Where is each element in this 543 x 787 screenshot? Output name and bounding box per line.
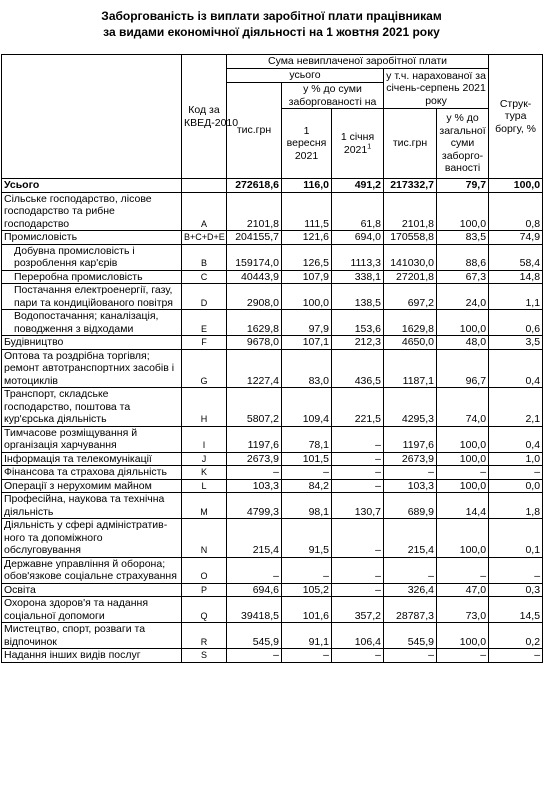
row-incl-thous: – [384, 557, 437, 583]
row-pct-sep1: 98,1 [282, 493, 332, 519]
row-structure: 14,8 [489, 270, 543, 284]
row-pct-sep1: 100,0 [282, 284, 332, 310]
row-pct-jan1: 436,5 [332, 349, 384, 388]
table-row [2, 270, 543, 284]
header-name-cell [2, 55, 182, 179]
row-name: Усього [2, 179, 182, 193]
table-row [2, 336, 543, 350]
row-name: Транспорт, складське господарство, поштова та кур'єрська діяльність [2, 388, 182, 427]
row-total-thous: – [227, 649, 282, 663]
row-pct-jan1: 153,6 [332, 310, 384, 336]
row-incl-pct: 96,7 [437, 349, 489, 388]
row-incl-thous: 689,9 [384, 493, 437, 519]
header-jan1-text: 1 січня 2021 [340, 131, 375, 156]
header-pct-debt: у % до суми заборгованості на [282, 83, 384, 109]
row-total-thous: – [227, 466, 282, 480]
row-total-thous: 545,9 [227, 623, 282, 649]
row-code: S [182, 649, 227, 663]
row-pct-jan1: 1113,3 [332, 244, 384, 270]
row-structure: 0,1 [489, 519, 543, 558]
row-structure: 0,0 [489, 479, 543, 493]
row-pct-sep1: – [282, 466, 332, 480]
row-pct-sep1: 91,1 [282, 623, 332, 649]
row-name: Фінансова та страхова діяльність [2, 466, 182, 480]
row-pct-sep1: 101,6 [282, 597, 332, 623]
row-code: B+C+D+E [182, 231, 227, 245]
header-total: усього [227, 69, 384, 83]
row-pct-jan1: 338,1 [332, 270, 384, 284]
row-incl-thous: 1187,1 [384, 349, 437, 388]
row-incl-pct: 47,0 [437, 583, 489, 597]
row-structure: 0,4 [489, 426, 543, 452]
table-row [2, 557, 543, 583]
table-body [2, 179, 543, 663]
row-structure: 74,9 [489, 231, 543, 245]
row-pct-jan1: 61,8 [332, 192, 384, 231]
header-sep1: 1 вересня 2021 [282, 109, 332, 179]
table-row [2, 493, 543, 519]
row-code: H [182, 388, 227, 427]
row-pct-jan1: – [332, 519, 384, 558]
row-incl-pct: 100,0 [437, 310, 489, 336]
row-pct-sep1: 111,5 [282, 192, 332, 231]
row-pct-sep1: 101,5 [282, 452, 332, 466]
row-incl-pct: 24,0 [437, 284, 489, 310]
row-incl-thous: 141030,0 [384, 244, 437, 270]
row-code: Q [182, 597, 227, 623]
row-structure: – [489, 557, 543, 583]
table-row [2, 231, 543, 245]
row-incl-pct: 100,0 [437, 623, 489, 649]
row-name: Постачання електроенергії, газу, пари та кондиційованого повітря [2, 284, 182, 310]
row-name: Професійна, наукова та технічна діяльність [2, 493, 182, 519]
row-total-thous: – [227, 557, 282, 583]
row-incl-thous: 170558,8 [384, 231, 437, 245]
table-row [2, 388, 543, 427]
row-pct-jan1: – [332, 557, 384, 583]
row-total-thous: 9678,0 [227, 336, 282, 350]
table-row [2, 349, 543, 388]
row-structure: – [489, 466, 543, 480]
row-total-thous: 1629,8 [227, 310, 282, 336]
row-pct-sep1: 121,6 [282, 231, 332, 245]
row-pct-jan1: 491,2 [332, 179, 384, 193]
row-pct-sep1: 116,0 [282, 179, 332, 193]
row-structure: 2,1 [489, 388, 543, 427]
row-incl-thous: 697,2 [384, 284, 437, 310]
page-title [0, 0, 543, 44]
row-structure: 58,4 [489, 244, 543, 270]
row-name: Освіта [2, 583, 182, 597]
row-total-thous: 5807,2 [227, 388, 282, 427]
row-name: Промисловість [2, 231, 182, 245]
row-code: P [182, 583, 227, 597]
row-name: Добувна промисловість і розроблення кар'єрів [2, 244, 182, 270]
row-incl-pct: 100,0 [437, 192, 489, 231]
table-row [2, 284, 543, 310]
table-row [2, 310, 543, 336]
table-row [2, 623, 543, 649]
row-total-thous: 272618,6 [227, 179, 282, 193]
table-row-total [2, 179, 543, 193]
row-code: O [182, 557, 227, 583]
row-incl-pct: – [437, 557, 489, 583]
table-row [2, 597, 543, 623]
row-incl-thous: – [384, 466, 437, 480]
row-code: E [182, 310, 227, 336]
row-total-thous: 2673,9 [227, 452, 282, 466]
row-pct-jan1: – [332, 426, 384, 452]
row-total-thous: 1227,4 [227, 349, 282, 388]
row-code: K [182, 466, 227, 480]
row-structure: 1,1 [489, 284, 543, 310]
row-incl-thous: 1629,8 [384, 310, 437, 336]
row-incl-thous: 326,4 [384, 583, 437, 597]
title-line-1: Заборгованість із виплати заробітної плати працівникам [101, 9, 442, 23]
row-total-thous: 2101,8 [227, 192, 282, 231]
row-pct-jan1: 138,5 [332, 284, 384, 310]
row-name: Будівництво [2, 336, 182, 350]
row-code: C [182, 270, 227, 284]
row-name: Державне управління й оборона; обов'язкове соціальне страхування [2, 557, 182, 583]
row-incl-thous: – [384, 649, 437, 663]
row-total-thous: 2908,0 [227, 284, 282, 310]
wage-arrears-table [1, 54, 543, 663]
row-name: Оптова та роздрібна торгівля; ремонт автотранспортних засобів і мотоциклів [2, 349, 182, 388]
row-incl-pct: 100,0 [437, 519, 489, 558]
row-total-thous: 204155,7 [227, 231, 282, 245]
header-thous2: тис.грн [384, 109, 437, 179]
row-name: Надання інших видів послуг [2, 649, 182, 663]
row-name: Водопостачання; каналізація, поводження з відходами [2, 310, 182, 336]
table-row [2, 244, 543, 270]
row-pct-sep1: 126,5 [282, 244, 332, 270]
row-pct-jan1: – [332, 479, 384, 493]
table-row [2, 649, 543, 663]
row-name: Сільське господарство, лісове господарство та рибне господарство [2, 192, 182, 231]
row-code: L [182, 479, 227, 493]
row-name: Діяльність у сфері адміністратив-ного та допоміжного обслуговування [2, 519, 182, 558]
row-structure: 14,5 [489, 597, 543, 623]
table-row [2, 466, 543, 480]
table-row [2, 519, 543, 558]
header-jan1-footnote: 1 [367, 143, 372, 150]
row-pct-jan1: – [332, 466, 384, 480]
row-pct-jan1: – [332, 649, 384, 663]
row-incl-thous: 2101,8 [384, 192, 437, 231]
row-code: I [182, 426, 227, 452]
row-code: G [182, 349, 227, 388]
row-structure: 3,5 [489, 336, 543, 350]
row-incl-pct: 83,5 [437, 231, 489, 245]
row-total-thous: 103,3 [227, 479, 282, 493]
row-pct-jan1: 106,4 [332, 623, 384, 649]
header-thous: тис.грн [227, 83, 282, 179]
row-structure: 1,0 [489, 452, 543, 466]
header-incl: у т.ч. нарахованої за січень-серпень 2021 року [384, 69, 489, 109]
row-incl-pct: 48,0 [437, 336, 489, 350]
row-incl-thous: 215,4 [384, 519, 437, 558]
row-incl-pct: 100,0 [437, 479, 489, 493]
row-pct-sep1: 83,0 [282, 349, 332, 388]
row-pct-sep1: 109,4 [282, 388, 332, 427]
row-name: Операції з нерухомим майном [2, 479, 182, 493]
row-code: J [182, 452, 227, 466]
row-incl-thous: 2673,9 [384, 452, 437, 466]
row-pct-jan1: 212,3 [332, 336, 384, 350]
header-code: Код за КВЕД-2010 [182, 55, 227, 179]
header-pct-total: у % до загальної суми заборго-ваності [437, 109, 489, 179]
row-total-thous: 1197,6 [227, 426, 282, 452]
row-total-thous: 215,4 [227, 519, 282, 558]
table-row [2, 192, 543, 231]
header-jan1 [332, 109, 384, 179]
row-code: M [182, 493, 227, 519]
row-code: N [182, 519, 227, 558]
table-row [2, 583, 543, 597]
row-pct-sep1: 97,9 [282, 310, 332, 336]
row-code: F [182, 336, 227, 350]
row-incl-pct: 14,4 [437, 493, 489, 519]
row-name: Переробна промисловість [2, 270, 182, 284]
row-incl-thous: 103,3 [384, 479, 437, 493]
table-row [2, 452, 543, 466]
row-incl-thous: 4295,3 [384, 388, 437, 427]
row-structure: 0,6 [489, 310, 543, 336]
row-pct-sep1: 84,2 [282, 479, 332, 493]
row-incl-thous: 545,9 [384, 623, 437, 649]
row-structure: 0,3 [489, 583, 543, 597]
row-code [182, 179, 227, 193]
row-pct-sep1: 107,1 [282, 336, 332, 350]
row-name: Мистецтво, спорт, розваги та відпочинок [2, 623, 182, 649]
table-header [2, 55, 543, 179]
row-code: A [182, 192, 227, 231]
row-pct-sep1: – [282, 557, 332, 583]
row-pct-sep1: 107,9 [282, 270, 332, 284]
row-incl-pct: 100,0 [437, 426, 489, 452]
row-code: R [182, 623, 227, 649]
row-structure: 0,4 [489, 349, 543, 388]
row-incl-thous: 1197,6 [384, 426, 437, 452]
row-name: Інформація та телекомунікації [2, 452, 182, 466]
row-name: Охорона здоров'я та надання соціальної допомоги [2, 597, 182, 623]
row-structure: 100,0 [489, 179, 543, 193]
row-incl-pct: 100,0 [437, 452, 489, 466]
row-total-thous: 159174,0 [227, 244, 282, 270]
row-incl-pct: 73,0 [437, 597, 489, 623]
row-structure: 0,2 [489, 623, 543, 649]
row-pct-jan1: 694,0 [332, 231, 384, 245]
row-incl-thous: 217332,7 [384, 179, 437, 193]
row-total-thous: 4799,3 [227, 493, 282, 519]
row-code: D [182, 284, 227, 310]
row-incl-pct: 67,3 [437, 270, 489, 284]
header-sum: Сума невиплаченої заробітної плати [227, 55, 489, 69]
row-incl-pct: – [437, 466, 489, 480]
row-structure: – [489, 649, 543, 663]
row-pct-sep1: – [282, 649, 332, 663]
row-incl-thous: 4650,0 [384, 336, 437, 350]
row-pct-jan1: 130,7 [332, 493, 384, 519]
table-row [2, 479, 543, 493]
row-pct-sep1: 105,2 [282, 583, 332, 597]
row-name: Тимчасове розміщування й організація харчування [2, 426, 182, 452]
row-pct-jan1: – [332, 583, 384, 597]
row-total-thous: 694,6 [227, 583, 282, 597]
row-total-thous: 40443,9 [227, 270, 282, 284]
row-structure: 1,8 [489, 493, 543, 519]
title-line-2: за видами економічної діяльності на 1 жовтня 2021 року [103, 25, 440, 39]
header-structure: Струк-тура боргу, % [489, 55, 543, 179]
row-incl-thous: 27201,8 [384, 270, 437, 284]
row-incl-pct: 79,7 [437, 179, 489, 193]
row-pct-sep1: 91,5 [282, 519, 332, 558]
row-pct-jan1: 357,2 [332, 597, 384, 623]
row-pct-jan1: 221,5 [332, 388, 384, 427]
row-pct-sep1: 78,1 [282, 426, 332, 452]
table-row [2, 426, 543, 452]
row-pct-jan1: – [332, 452, 384, 466]
row-incl-pct: – [437, 649, 489, 663]
row-structure: 0,8 [489, 192, 543, 231]
row-incl-thous: 28787,3 [384, 597, 437, 623]
row-total-thous: 39418,5 [227, 597, 282, 623]
row-incl-pct: 74,0 [437, 388, 489, 427]
row-code: B [182, 244, 227, 270]
row-incl-pct: 88,6 [437, 244, 489, 270]
